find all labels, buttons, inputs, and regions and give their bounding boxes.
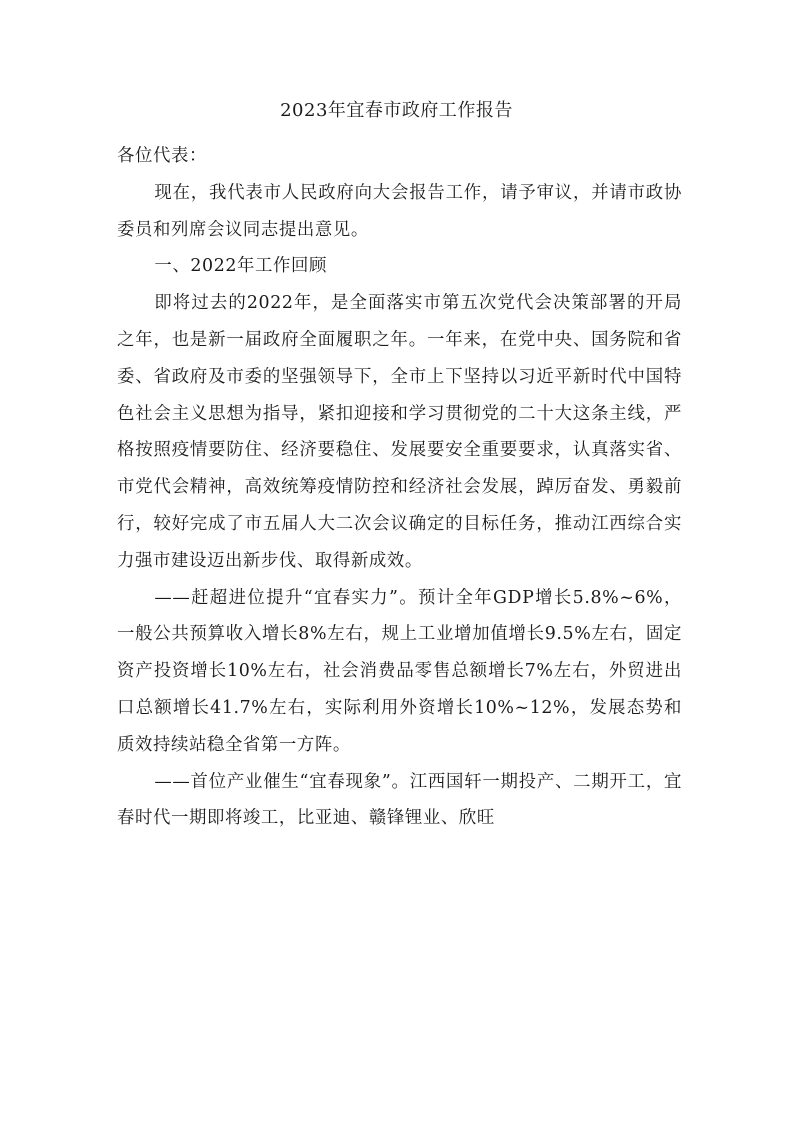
paragraph-industry: ——首位产业催生“宜春现象”。江西国轩一期投产、二期开工，宜春时代一期即将竣工，比亚迪、赣锋锂业、欣旺 <box>117 771 682 829</box>
paragraph-strength: ——赶超进位提升“宜春实力”。预计全年GDP增长5.8%~6%，一般公共预算收入增长8%左右，规上工业增加值增长9.5%左右，固定资产投资增长10%左右，社会消费品零售总额增长7%左右，外贸进出口总额增长41.7%左右，实际利用外资增长10%~12%，发展态势和质效持续站稳全省第一方阵。 <box>117 587 682 755</box>
document-body <box>117 138 682 837</box>
salutation: 各位代表： <box>117 146 207 166</box>
paragraph-intro: 现在，我代表市人民政府向大会报告工作，请予审议，并请市政协委员和列席会议同志提出意见。 <box>117 182 682 240</box>
document-title: 2023年宜春市政府工作报告 <box>280 100 513 121</box>
section-heading: 一、2022年工作回顾 <box>154 256 327 277</box>
paragraph-review: 即将过去的2022年，是全面落实市第五次党代会决策部署的开局之年，也是新一届政府全面履职之年。一年来，在党中央、国务院和省委、省政府及市委的坚强领导下，全市上下坚持以习近平新时代中国特色社会主义思想为指导，紧扣迎接和学习贯彻党的二十大这条主线，严格按照疫情要防住、经济要稳住、发展要安全重要要求，认真落实省、市党代会精神，高效统筹疫情防控和经济社会发展，踔厉奋发、勇毅前行，较好完成了市五届人大二次会议确定的目标任务，推动江西综合实力强市建设迈出新步伐、取得新成效。 <box>117 293 682 571</box>
